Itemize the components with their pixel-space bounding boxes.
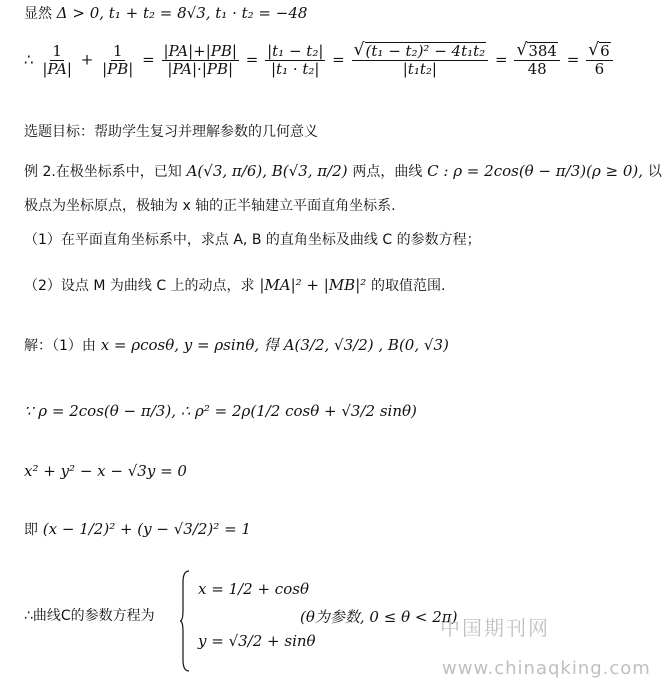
parametric-x-equation: x = 1/2 + cosθ — [198, 580, 309, 598]
fraction-1-over-pb: $\frac{1}{|PB|}$ — [102, 41, 134, 78]
fraction-t-values: $\frac{\text{|t₁ − t₂|}}{\text{|t₁ · t₂|}}$ — [267, 41, 324, 78]
given-points: A(√3, π/6), B(√3, π/2) — [186, 162, 348, 180]
given-prefix: 显然 — [24, 6, 52, 22]
fraction-result: √ 6 6 — [586, 42, 613, 79]
watermark-cn: 中国期刊网 — [440, 616, 550, 640]
question-2: （2）设点 M 为曲线 C 上的动点，求 |MA|² + |MB|² 的取值范围. — [24, 276, 446, 294]
curve-equation: C : ρ = 2cos(θ − π/3)(ρ ≥ 0), — [427, 162, 644, 180]
given-math: Δ > 0, t₁ + t₂ = 8√3, t₁ · t₂ = −48 — [56, 4, 308, 22]
fraction-sqrt-384: √ 384 48 — [514, 42, 560, 79]
watermark-url: www.chinaqking.com — [442, 658, 651, 679]
problem-goal: 选题目标：帮助学生复习并理解参数的几何意义 — [24, 124, 318, 140]
fraction-1-over-pa: $\frac{1}{|PA|}$ — [42, 41, 72, 78]
reciprocal-sum-line: ∴ $\frac{1}{|PA|}$ + $\frac{1}{|PB|}$ = $\frac{|PA|+|PB|}{|PA|\cdot|PB|}$ = $\frac{\text{|t₁ − t₂|}}{\text{|t₁ · t₂|}}$ = √ (t₁ − t₂)² − 4t₁t₂ |t₁t₂| = √ 384 48 = √ 6 6 — [24, 42, 615, 79]
point-a-cartesian: A(3/2, √3/2) — [283, 336, 374, 354]
fraction-pa-pb: $\frac{|PA|+|PB|}{|PA|\cdot|PB|}$ — [163, 41, 237, 78]
question-1: （1）在平面直角坐标系中，求点 A, B 的直角坐标及曲线 C 的参数方程； — [24, 232, 481, 248]
left-brace-icon — [180, 570, 190, 672]
parameter-note: (θ为参数, 0 ≤ θ < 2π) — [300, 608, 458, 626]
solution-step-4: 即 (x − 1/2)² + (y − √3/2)² = 1 — [24, 520, 251, 538]
solution-step-1: 解：（1）由 x = ρcosθ, y = ρsinθ, 得 A(3/2, √3/2) , B(0, √3) — [24, 336, 449, 354]
example-statement-line2: 极点为坐标原点，极轴为 x 轴的正半轴建立平面直角坐标系. — [24, 198, 396, 214]
point-b-cartesian: , B(0, √3) — [378, 336, 449, 354]
circle-equation: (x − 1/2)² + (y − √3/2)² = 1 — [42, 520, 251, 538]
example-statement-line1: 例 2.在极坐标系中，已知 A(√3, π/6), B(√3, π/2) 两点，曲线 C : ρ = 2cos(θ − π/3)(ρ ≥ 0), 以 — [24, 162, 662, 180]
given-condition-line — [24, 4, 307, 23]
solution-step-3: x² + y² − x − √3y = 0 — [24, 462, 187, 480]
parametric-y-equation: y = √3/2 + sinθ — [198, 632, 316, 650]
therefore-symbol: ∴ — [24, 50, 34, 69]
question-2-expression: |MA|² + |MB|² — [259, 276, 367, 294]
solution-step-2: ∵ ρ = 2cos(θ − π/3), ∴ ρ² = 2ρ(1/2 cosθ + √3/2 sinθ) — [24, 402, 417, 420]
solution-step-5-prefix: ∴曲线C的参数方程为 — [24, 608, 155, 624]
fraction-sqrt-expansion: √ (t₁ − t₂)² − 4t₁t₂ |t₁t₂| — [352, 42, 489, 79]
